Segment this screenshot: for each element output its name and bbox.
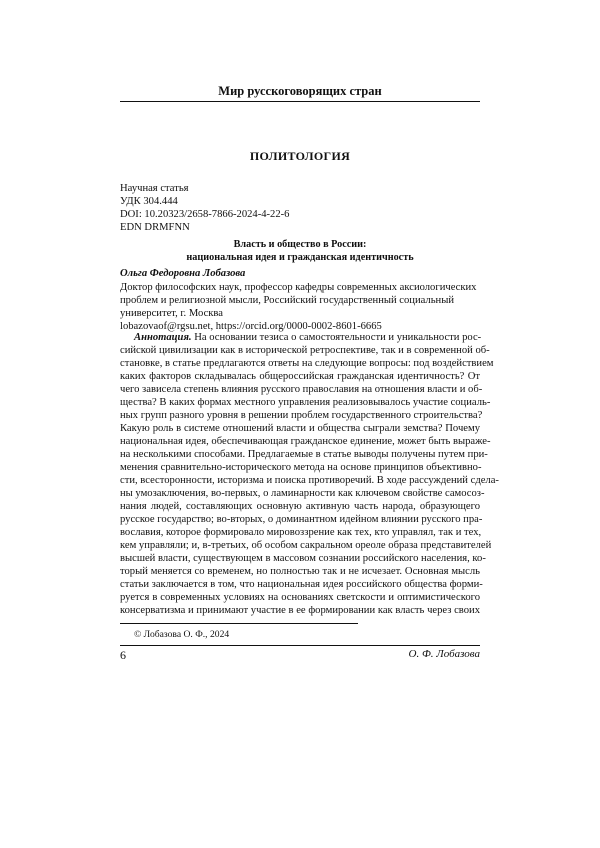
abstract-line: каких факторов складывалась общероссийская гражданская идентичность? От <box>120 371 480 382</box>
abstract-line: русское государство; во-вторых, о доминантном идейном влиянии русского пра- <box>120 514 483 525</box>
author-affiliation-line: Доктор философских наук, профессор кафедры современных аксиологических <box>120 282 477 293</box>
author-contact: lobazovaof@rgsu.net, https://orcid.org/0000-0002-8601-6665 <box>120 321 382 332</box>
abstract-line: сийской цивилизации как в исторической ретроспективе, так и в современной об- <box>120 345 490 356</box>
abstract-line: ны умозаключения, во-первых, о ламинарности как ключевом свойстве самосоз- <box>120 488 485 499</box>
abstract-line <box>120 331 480 344</box>
abstract-label: Аннотация. <box>134 332 192 343</box>
abstract-line: щества? В каких формах местного управления реализовывалось участие социаль- <box>120 397 491 408</box>
abstract-line: высшей власти, существующем в массовом сознании российского населения, ко- <box>120 553 486 564</box>
section-title: ПОЛИТОЛОГИЯ <box>249 149 351 163</box>
abstract-line: статьи заключается в том, что национальная идея российского общества форми- <box>120 579 483 590</box>
article-title <box>120 239 480 264</box>
running-author: О. Ф. Лобазова <box>408 648 480 660</box>
doi: DOI: 10.20323/2658-7866-2024-4-22-6 <box>120 209 290 220</box>
abstract-line: на несколькими способами. Предлагаемые в статье выводы получены путем при- <box>120 449 488 460</box>
author-affiliation-line: университет, г. Москва <box>120 308 223 319</box>
footer-rule <box>120 645 480 646</box>
abstract-line: ных групп разного уровня в решении проблем государственного строительства? <box>120 410 483 421</box>
journal-header: Мир русскоговорящих стран <box>218 84 382 98</box>
header-rule <box>120 101 480 102</box>
footnote-rule <box>120 623 358 624</box>
author-info <box>120 281 480 333</box>
abstract-line: становке, в статье предлагаются ответы на следующие вопросы: под воздействием <box>120 358 494 369</box>
abstract-text: На основании тезиса о самостоятельности и уникальности рос- <box>191 332 482 343</box>
abstract-line: вославия, которое формировало мировоззрение как тех, кто управлял, так и тех, <box>120 527 482 538</box>
abstract-line: национальная идея, обеспечивающая гражданское единение, может быть выраже- <box>120 436 491 447</box>
article-title-line: Власть и общество в России: <box>233 239 367 250</box>
abstract-line: консерватизма и принимают участие в ее формировании как власть через своих <box>120 605 480 616</box>
page-number: 6 <box>120 648 126 662</box>
article-type: Научная статья <box>120 183 189 194</box>
abstract-line: нания людей, составляющих основную активную часть народа, образующего <box>120 501 480 512</box>
abstract-line: сти, всесторонности, историзма и поиска противоречий. В ходе рассуждений сдела- <box>120 475 499 486</box>
author-name: Ольга Федоровна Лобазова <box>120 268 246 279</box>
article-meta <box>120 182 289 234</box>
abstract-line: Какую роль в системе отношений власти и общества сыграли земства? Почему <box>120 423 480 434</box>
abstract-line: чего зависела степень влияния русского православия на отношения власти и об- <box>120 384 483 395</box>
abstract <box>120 331 499 617</box>
abstract-line: кем управляли; и, в-третьих, об особом сакральном ореоле образа представителей <box>120 540 492 551</box>
abstract-line: руется в современных условиях на основаниях светскости и оптимистического <box>120 592 480 603</box>
udk-code: УДК 304.444 <box>120 196 178 207</box>
edn-code: EDN DRMFNN <box>120 222 190 233</box>
author-affiliation-line: проблем и религиозной мысли, Российский государственный социальный <box>120 295 455 306</box>
article-title-line: национальная идея и гражданская идентичность <box>186 251 414 263</box>
abstract-line: менения сравнительно-исторического метода на основе принципов объективно- <box>120 462 482 473</box>
copyright-footnote: © Лобазова О. Ф., 2024 <box>134 629 230 640</box>
abstract-line: торый меняется со временем, но полностью так и не исчезает. Основная мысль <box>120 566 480 577</box>
